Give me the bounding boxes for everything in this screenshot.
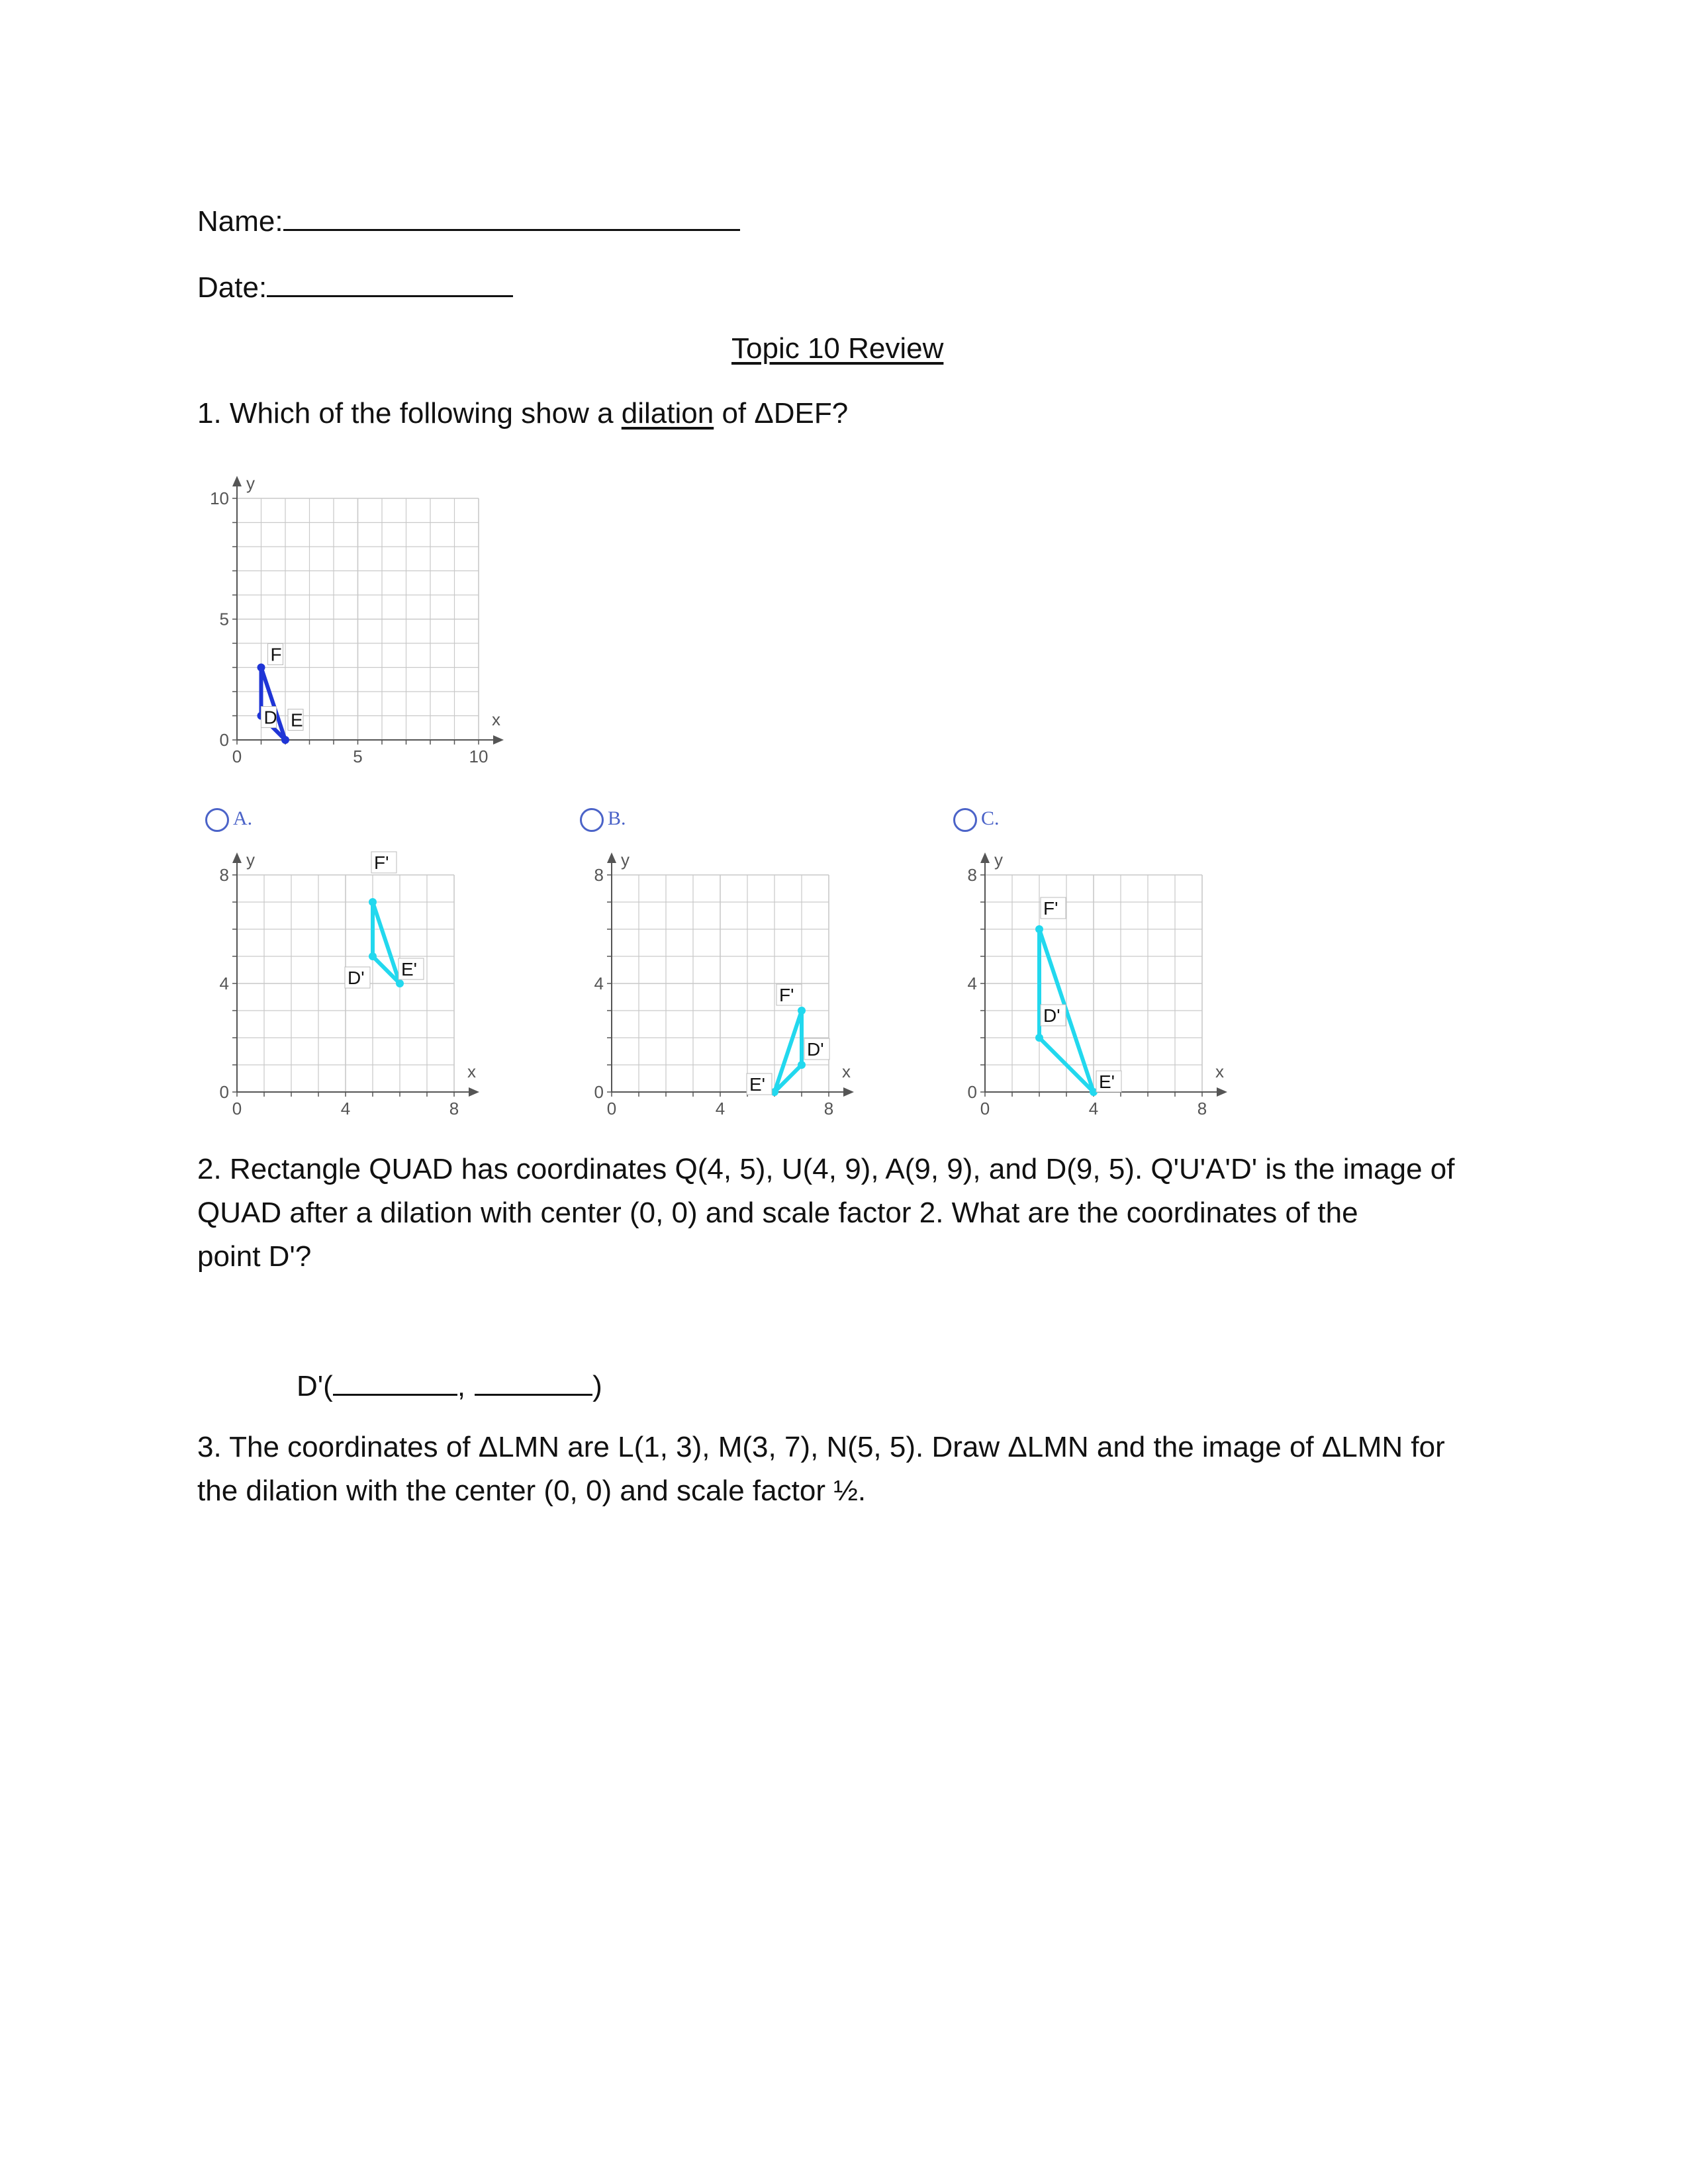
q3-answer-grid[interactable] — [622, 1535, 1046, 1946]
y-tick-label: 5 — [219, 609, 229, 629]
vertex-point — [369, 952, 377, 960]
y-tick-label: 8 — [967, 865, 977, 885]
q3-prompt — [197, 1426, 1521, 1513]
q2-prompt — [197, 1148, 1521, 1279]
y-tick-label: 0 — [967, 1082, 977, 1102]
date-input-blank[interactable] — [267, 262, 513, 297]
q2-line2: QUAD after a dilation with center (0, 0) and scale factor 2. What are the coordinates of the — [197, 1197, 1358, 1229]
y-tick-label: 0 — [219, 730, 229, 750]
x-tick-label: 5 — [353, 747, 363, 766]
y-axis-label: y — [994, 850, 1003, 870]
x-axis-label: x — [467, 1062, 476, 1081]
vertex-point — [798, 1007, 806, 1015]
page-title: Topic 10 Review — [731, 332, 944, 365]
y-axis-label: y — [621, 850, 630, 870]
name-line — [197, 196, 740, 244]
y-axis-label: y — [246, 473, 255, 493]
q2-y-blank[interactable] — [475, 1361, 592, 1396]
y-tick-label: 0 — [594, 1082, 604, 1102]
vertex-point — [258, 664, 265, 672]
q2-answer-suffix: ) — [592, 1370, 602, 1402]
vertex-label: E — [291, 709, 303, 731]
option-b-radio[interactable] — [580, 808, 604, 832]
q3-line1: 3. The coordinates of ΔLMN are L(1, 3), M(3, 7), N(5, 5). Draw ΔLMN and the image of ΔLMN for — [197, 1431, 1445, 1463]
x-axis-arrow-icon — [1217, 1087, 1227, 1097]
name-label: Name: — [197, 205, 283, 238]
q1-main-graph — [199, 463, 516, 781]
q3-line2: the dilation with the center (0, 0) and scale factor ½. — [197, 1475, 867, 1507]
triangle — [774, 1011, 802, 1092]
y-tick-label: 8 — [219, 865, 229, 885]
triangle — [373, 902, 400, 983]
y-tick-label: 8 — [594, 865, 604, 885]
option-a-graph — [199, 841, 510, 1125]
option-b-graph — [573, 841, 884, 1125]
y-tick-label: 10 — [210, 488, 229, 508]
date-line — [197, 262, 513, 310]
vertex-label: D' — [807, 1039, 824, 1060]
vertex-label: F' — [779, 985, 794, 1005]
q2-x-blank[interactable] — [333, 1361, 457, 1396]
y-tick-label: 4 — [594, 974, 604, 993]
vertex-point — [369, 898, 377, 906]
vertex-label: D' — [348, 968, 365, 988]
y-axis-label: y — [246, 850, 255, 870]
x-tick-label: 8 — [1197, 1099, 1207, 1118]
option-c-radio[interactable] — [953, 808, 977, 832]
x-axis-label: x — [1215, 1062, 1224, 1081]
vertex-point — [1035, 1034, 1043, 1042]
vertex-label: D' — [1043, 1005, 1060, 1026]
x-axis-label: x — [492, 709, 500, 729]
y-tick-label: 4 — [967, 974, 977, 993]
option-c-letter: C. — [981, 807, 1000, 829]
x-tick-label: 0 — [232, 747, 242, 766]
vertex-point — [281, 736, 289, 744]
x-axis-arrow-icon — [493, 735, 504, 745]
x-tick-label: 8 — [823, 1099, 834, 1118]
q1-prefix: 1. Which of the following show a — [197, 397, 622, 430]
q1-keyword: dilation — [621, 397, 714, 430]
vertex-point — [1035, 925, 1043, 933]
x-tick-label: 8 — [449, 1099, 459, 1118]
vertex-label: E' — [749, 1074, 766, 1095]
option-b-selector[interactable] — [580, 807, 626, 832]
y-axis-arrow-icon — [232, 852, 242, 863]
vertex-label: F — [270, 644, 282, 665]
option-a-letter: A. — [233, 807, 253, 829]
q1-prompt — [197, 392, 848, 435]
x-axis-arrow-icon — [469, 1087, 479, 1097]
y-axis-arrow-icon — [232, 476, 242, 486]
option-a-radio[interactable] — [205, 808, 229, 832]
q2-answer-prefix: D'( — [297, 1370, 333, 1402]
q1-suffix: of ΔDEF? — [714, 397, 849, 430]
x-tick-label: 0 — [980, 1099, 990, 1118]
vertex-label: E' — [1099, 1071, 1115, 1092]
vertex-label: F' — [1043, 898, 1058, 919]
q2-answer-comma: , — [457, 1370, 466, 1402]
vertex-label: E' — [401, 959, 418, 979]
vertex-point — [396, 979, 404, 987]
x-tick-label: 4 — [340, 1099, 351, 1118]
x-tick-label: 4 — [715, 1099, 726, 1118]
q2-line3: point D'? — [197, 1240, 312, 1273]
option-c-graph — [947, 841, 1258, 1125]
x-tick-label: 4 — [1088, 1099, 1099, 1118]
vertex-point — [798, 1061, 806, 1069]
x-tick-label: 0 — [606, 1099, 617, 1118]
q2-answer — [297, 1361, 602, 1408]
x-axis-arrow-icon — [843, 1087, 854, 1097]
name-input-blank[interactable] — [283, 196, 740, 231]
q2-line1: 2. Rectangle QUAD has coordinates Q(4, 5), U(4, 9), A(9, 9), and D(9, 5). Q'U'A'D' is the image of — [197, 1153, 1455, 1185]
y-tick-label: 4 — [219, 974, 229, 993]
x-tick-label: 10 — [469, 747, 489, 766]
vertex-label: D — [263, 707, 277, 728]
y-axis-arrow-icon — [607, 852, 616, 863]
option-a-selector[interactable] — [205, 807, 252, 832]
date-label: Date: — [197, 271, 267, 304]
option-c-selector[interactable] — [953, 807, 1000, 832]
option-b-letter: B. — [608, 807, 626, 829]
x-tick-label: 0 — [232, 1099, 242, 1118]
x-axis-label: x — [842, 1062, 851, 1081]
y-tick-label: 0 — [219, 1082, 229, 1102]
triangle — [261, 668, 286, 741]
y-axis-arrow-icon — [980, 852, 990, 863]
vertex-label: F' — [374, 852, 389, 873]
